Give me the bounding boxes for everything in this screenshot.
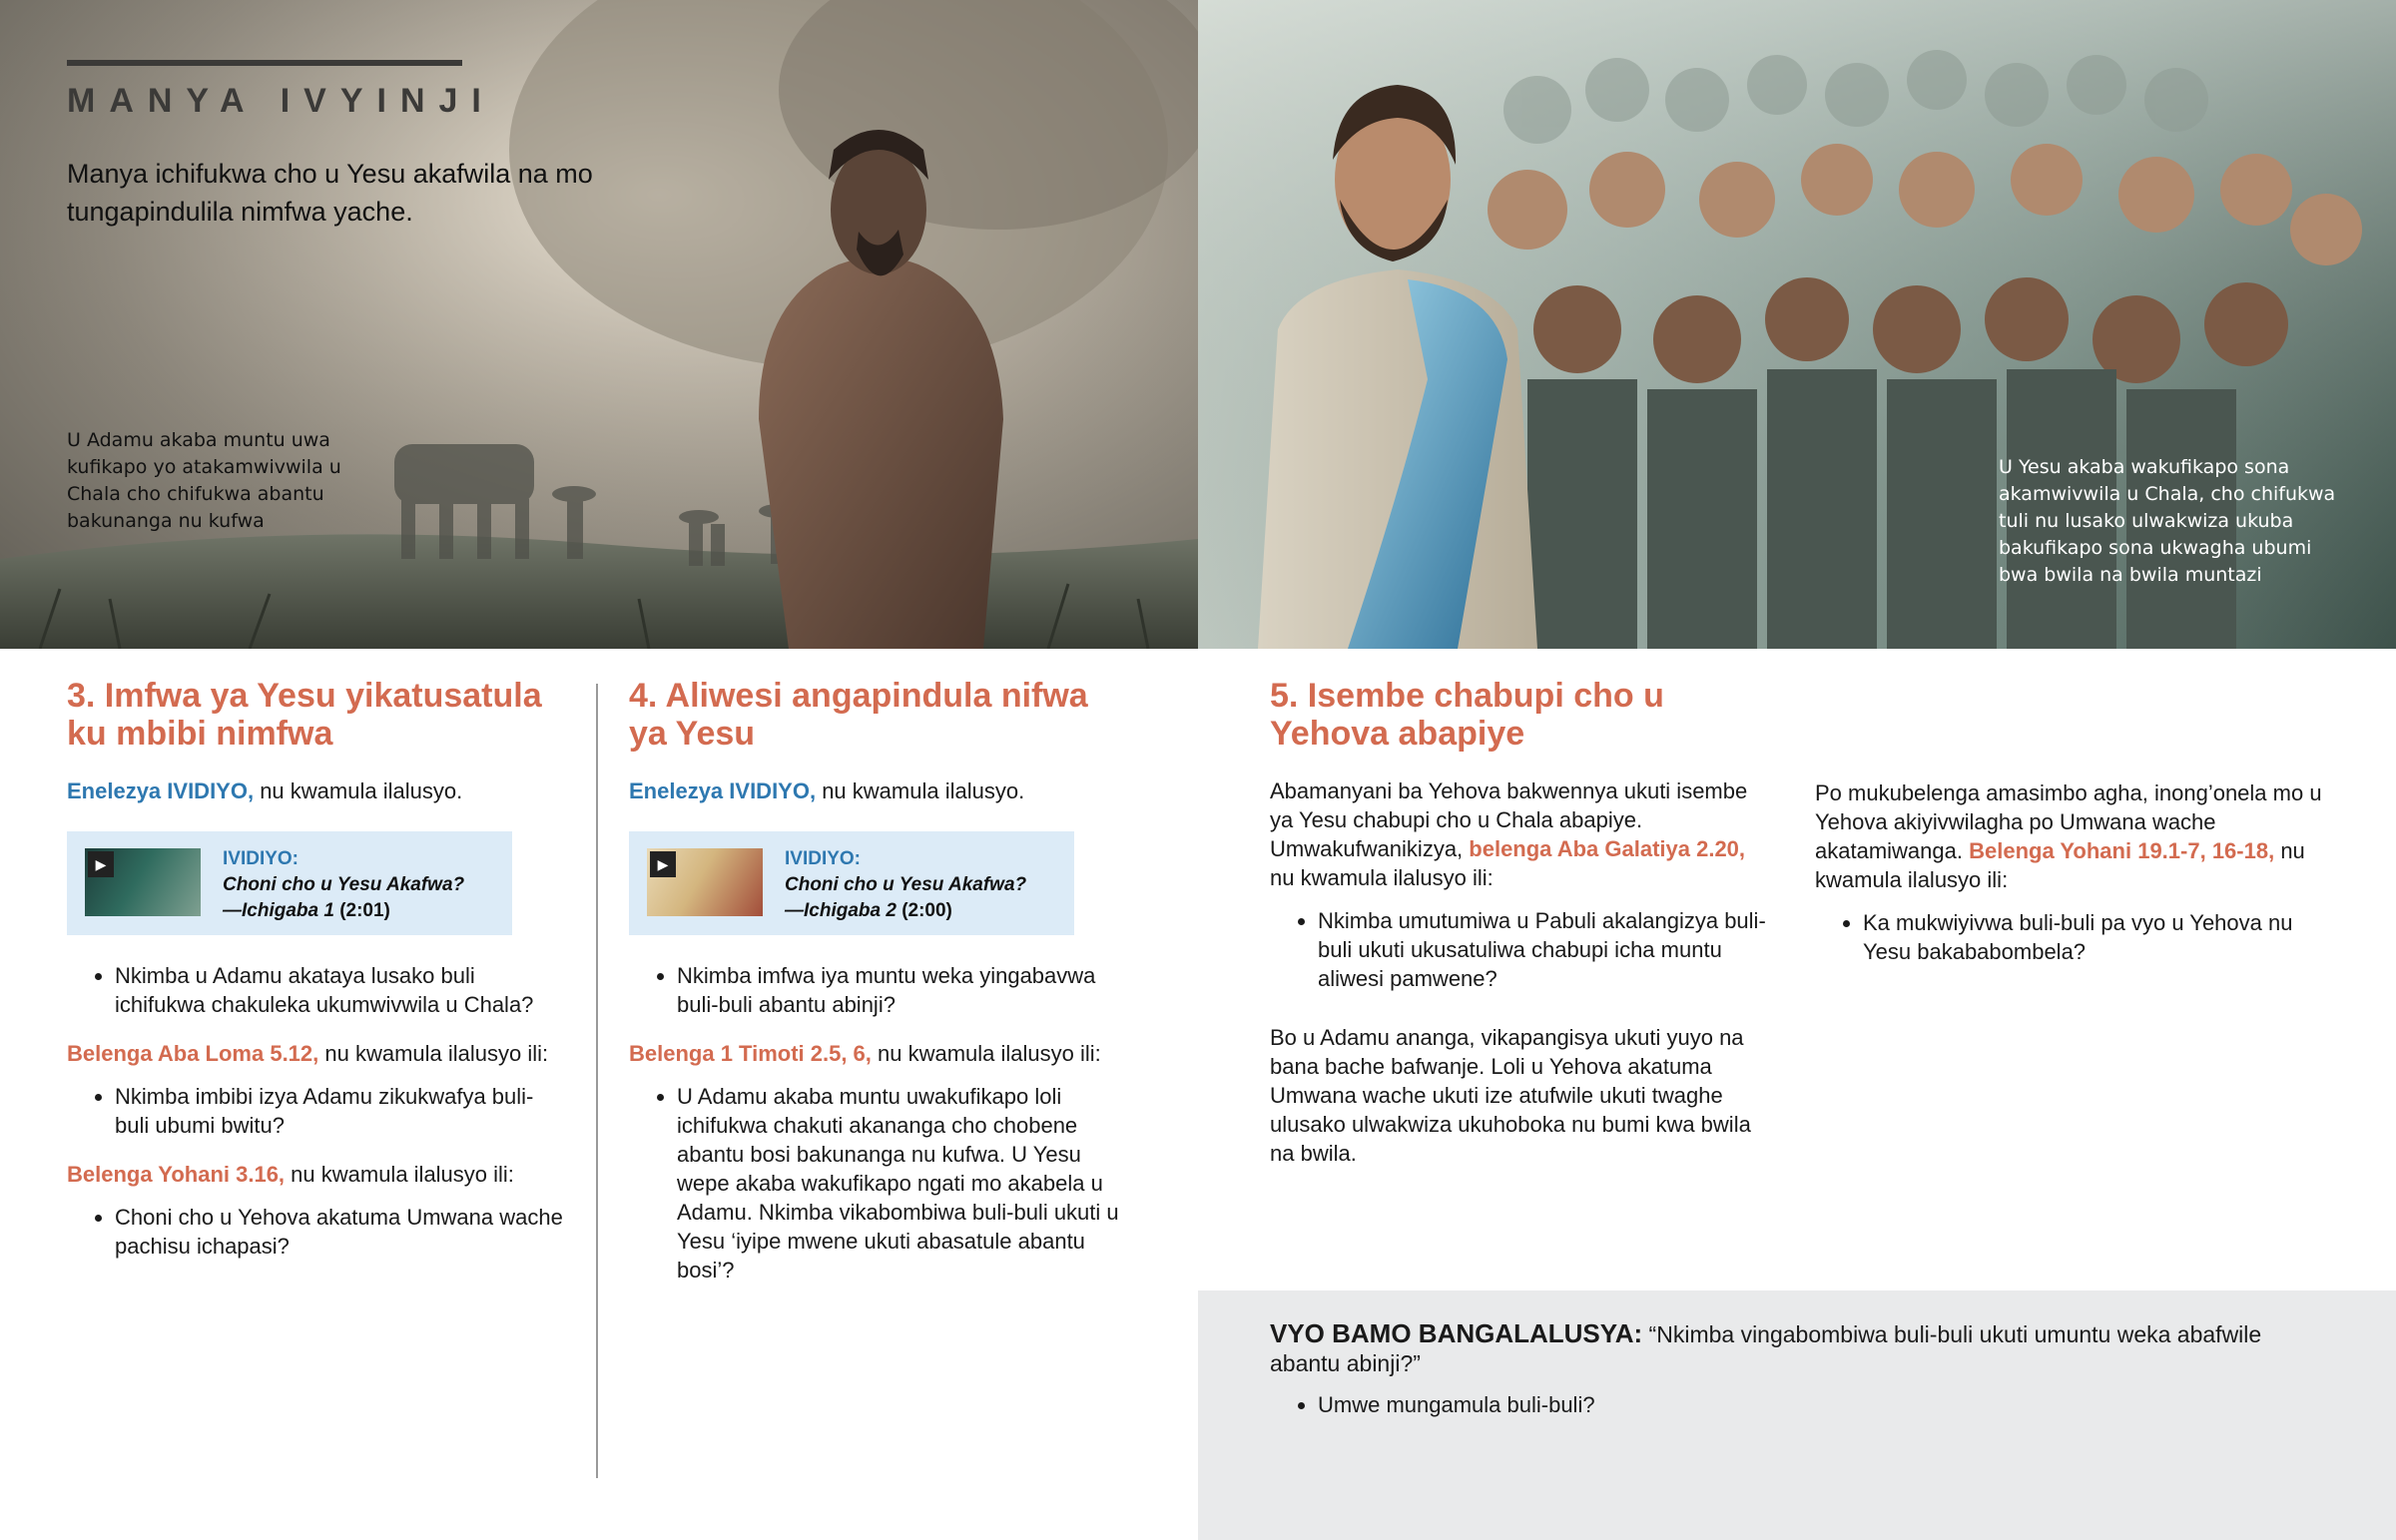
section-kicker: MANYA IVYINJI [67, 82, 495, 120]
read-instruction: Belenga Yohani 3.16, nu kwamula ilalusyo ili: [67, 1162, 514, 1187]
video-info [223, 846, 464, 924]
watch-video-link[interactable]: Enelezya IVIDIYO, [67, 778, 255, 803]
ask-question [1270, 1319, 2308, 1378]
scripture-link[interactable]: Belenga 1 Timoti 2.5, 6, [629, 1041, 872, 1066]
section-5-paragraph-1: Abamanyani ba Yehova bakwennya ukuti isembe ya Yesu chabupi cho u Chala abapiye. Umwakufwanikizya, belenga Aba Galatiya 2.20, nu kwamula ilalusyo ili: [1270, 778, 1748, 890]
read-instruction: Belenga 1 Timoti 2.5, 6, nu kwamula ilalusyo ili: [629, 1041, 1101, 1066]
scripture-link[interactable]: belenga Aba Galatiya 2.20, [1469, 836, 1746, 861]
scripture-link[interactable]: Belenga Aba Loma 5.12, [67, 1041, 319, 1066]
scripture-link[interactable]: Belenga Yohani 19.1-7, 16-18, [1969, 838, 2275, 863]
ask-text: “Nkimba vingabombiwa buli-buli ukuti umuntu weka abafwile abantu abinji?” [1270, 1321, 2262, 1376]
section-5-paragraph-2: Bo u Adamu ananga, vikapangisya ukuti yuyo na bana bache bafwanje. Loli u Yehova akatuma Umwana wache ukuti ize atufwile ukuti twaghe ulusako ulwakwiza ukuhoboka nu bumi kwa bwila na bwila. [1270, 1025, 1751, 1166]
video-title: Choni cho u Yesu Akafwa? [785, 874, 1027, 895]
section-5-heading: 5. Isembe chabupi cho u Yehova abapiye [1270, 677, 1664, 753]
scripture-link[interactable]: Belenga Yohani 3.16, [67, 1162, 286, 1187]
question-item: • Nkimba umutumiwa u Pabuli akalangizya buli-buli ukuti ukusatuliwa chabupi icha muntu aliwesi pamwene? [1318, 906, 1769, 993]
video-card-part-1[interactable] [67, 831, 512, 935]
video-duration: (2:01) [333, 900, 390, 921]
video-part: —Ichigaba 2 [785, 900, 897, 921]
question-item: • Choni cho u Yehova akatuma Umwana wache pachisu ichapasi? [115, 1203, 566, 1261]
video-card-part-2[interactable] [629, 831, 1074, 935]
caption-jesus: U Yesu akaba wakufikapo sona akamwivwila u Chala, cho chifukwa tuli nu lusako ulwakwiza ukuba bakufikapo sona ukwagha ubumi bwa bwila na bwila muntazi [1999, 456, 2336, 586]
section-5-continued [1815, 778, 2334, 966]
video-part: —Ichigaba 1 [223, 900, 334, 921]
kicker-rule [67, 60, 462, 66]
watch-instruction: Enelezya IVIDIYO, nu kwamula ilalusyo. [629, 778, 1025, 803]
question-item: • Ka mukwiyivwa buli-buli pa vyo u Yehova nu Yesu bakababombela? [1863, 908, 2334, 966]
video-thumbnail[interactable] [647, 848, 763, 916]
section-5-paragraph-3: Po mukubelenga amasimbo agha, inong’onela mo u Yehova akiyivwilagha po Umwana wache akatamiwanga. Belenga Yohani 19.1-7, 16-18, nu kwamula ilalusyo ili: [1815, 780, 2322, 892]
video-duration: (2:00) [896, 900, 952, 921]
caption-adam: U Adamu akaba muntu uwa kufikapo yo atakamwivwila u Chala cho chifukwa abantu bakunanga nu kufwa [67, 429, 341, 532]
ask-bullet: • Umwe mungamula buli-buli? [1318, 1390, 1595, 1419]
video-label: IVIDIYO: [785, 848, 862, 869]
section-4 [629, 677, 1128, 1284]
play-icon[interactable]: ▶ [650, 851, 676, 877]
section-3-heading: 3. Imfwa ya Yesu yikatusatula ku mbibi nimfwa [67, 677, 542, 753]
question-item: • Nkimba imfwa iya muntu weka yingabavwa buli-buli abantu abinji? [677, 961, 1128, 1019]
watch-instruction: Enelezya IVIDIYO, nu kwamula ilalusyo. [67, 778, 463, 803]
intro-text: Manya ichifukwa cho u Yesu akafwila na mo tungapindulila nimfwa yache. [67, 159, 593, 227]
video-thumbnail[interactable] [85, 848, 201, 916]
question-item: • U Adamu akaba muntu uwakufikapo loli ichifukwa chakuti akananga cho chobene abantu bosi bakunanga nu kufwa. U Yesu wepe akaba wakufikapo ngati mo akabela u Adamu. Nkimba vikabombiwa buli-buli ukuti u Yesu ‘iyipe mwene ukuti abasatule abantu bosi’? [677, 1082, 1128, 1284]
section-5 [1270, 677, 1769, 1168]
section-3 [67, 677, 566, 1261]
some-may-ask-box [1198, 1290, 2396, 1540]
ask-lead: VYO BAMO BANGALALUSYA: [1270, 1318, 1643, 1348]
video-label: IVIDIYO: [223, 848, 300, 869]
question-item: • Nkimba imbibi izya Adamu zikukwafya buli-buli ubumi bwitu? [115, 1082, 566, 1140]
question-item: • Nkimba u Adamu akataya lusako buli ichifukwa chakuleka ukumwivwila u Chala? [115, 961, 566, 1019]
play-icon[interactable]: ▶ [88, 851, 114, 877]
video-info [785, 846, 1026, 924]
section-4-heading: 4. Aliwesi angapindula nifwa ya Yesu [629, 677, 1088, 753]
column-divider [596, 684, 598, 1478]
watch-video-link[interactable]: Enelezya IVIDIYO, [629, 778, 817, 803]
read-instruction: Belenga Aba Loma 5.12, nu kwamula ilalusyo ili: [67, 1041, 549, 1066]
video-title: Choni cho u Yesu Akafwa? [223, 874, 465, 895]
